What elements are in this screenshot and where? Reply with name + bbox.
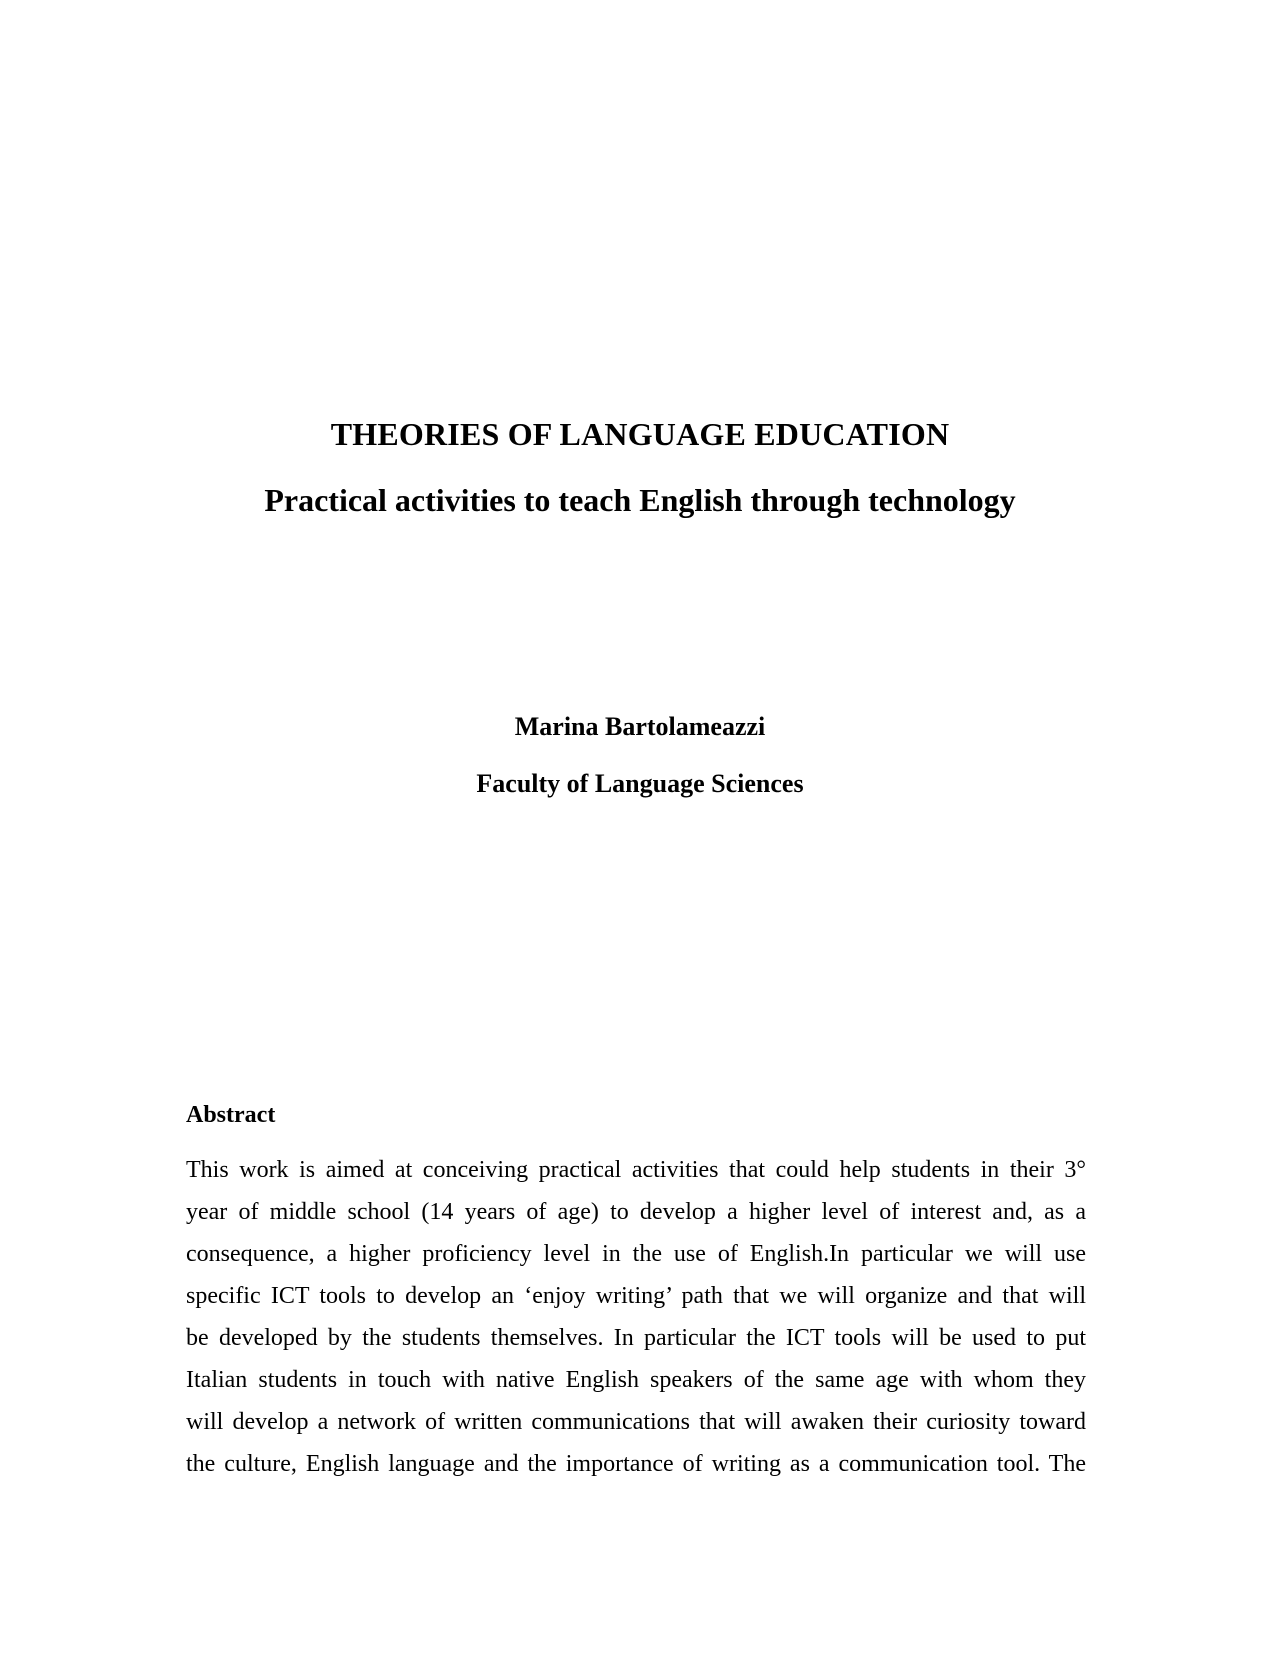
abstract-line: This work is aimed at conceiving practical activities that could help students in their 3° bbox=[186, 1157, 1086, 1183]
abstract-line: year of middle school (14 years of age) to develop a higher level of interest and, as a bbox=[186, 1199, 1086, 1225]
abstract-line: consequence, a higher proficiency level in the use of English.In particular we will use bbox=[186, 1241, 1086, 1267]
abstract-line: specific ICT tools to develop an ‘enjoy writing’ path that we will organize and that will bbox=[186, 1283, 1086, 1309]
document-subtitle: Practical activities to teach English through technology bbox=[264, 482, 1016, 518]
abstract-line: be developed by the students themselves. In particular the ICT tools will be used to put bbox=[186, 1325, 1086, 1351]
abstract-heading: Abstract bbox=[186, 1102, 276, 1128]
abstract-line: Italian students in touch with native English speakers of the same age with whom they bbox=[186, 1367, 1086, 1393]
abstract-line: will develop a network of written communications that will awaken their curiosity toward bbox=[186, 1409, 1086, 1435]
abstract-body bbox=[186, 1149, 1086, 1485]
document-title: THEORIES OF LANGUAGE EDUCATION bbox=[330, 416, 950, 452]
abstract-line: the culture, English language and the importance of writing as a communication tool. The bbox=[186, 1451, 1086, 1477]
author-affiliation: Faculty of Language Sciences bbox=[476, 769, 804, 798]
author-name: Marina Bartolameazzi bbox=[514, 712, 766, 741]
